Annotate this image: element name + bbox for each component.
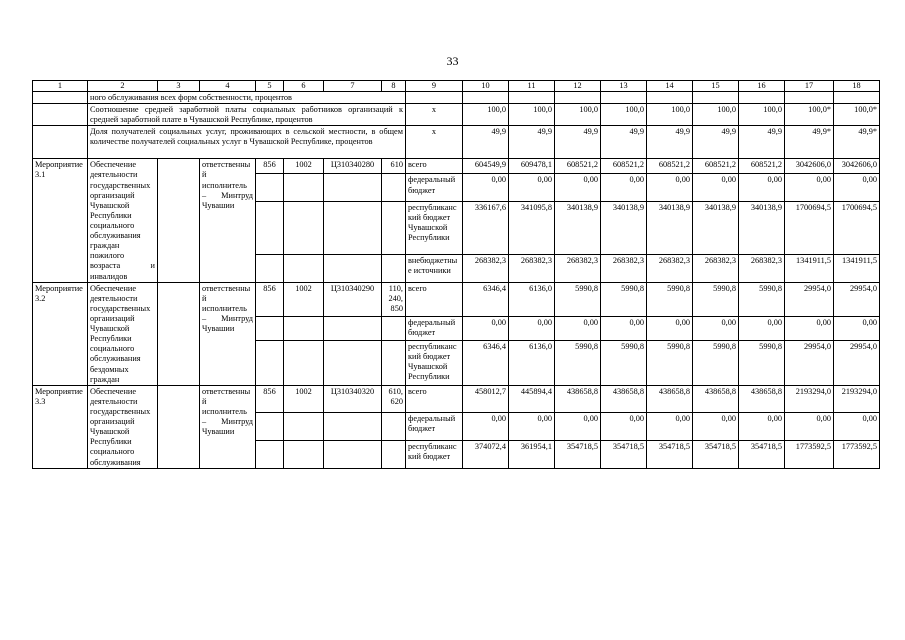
blank-cell [324, 317, 382, 341]
funding-value: 608521,2 [601, 159, 647, 174]
indicator-value [834, 92, 880, 104]
blank-cell [324, 202, 382, 255]
funding-source: всего [406, 159, 463, 174]
blank-cell [256, 317, 284, 341]
funding-value: 0,00 [509, 317, 555, 341]
funding-value: 438658,8 [555, 385, 601, 413]
target-article-code: Ц310340320 [324, 385, 382, 413]
funding-value: 336167,6 [463, 202, 509, 255]
column-number: 1 [33, 81, 88, 92]
funding-value: 0,00 [555, 413, 601, 441]
indicator-value [463, 92, 509, 104]
funding-value: 2193294,0 [834, 385, 880, 413]
column-number: 7 [324, 81, 382, 92]
funding-value: 268382,3 [509, 254, 555, 282]
funding-value: 5990,8 [693, 340, 739, 385]
measure-label: Мероприятие 3.2 [33, 282, 88, 385]
grbs-code: 856 [256, 159, 284, 174]
funding-value: 2193294,0 [785, 385, 834, 413]
blank-cell [324, 340, 382, 385]
funding-value: 0,00 [463, 174, 509, 202]
measure-label: Мероприятие 3.1 [33, 159, 88, 282]
indicator-value: 49,9 [463, 126, 509, 159]
funding-source: республиканский бюджет Чувашской Республики [406, 340, 463, 385]
funding-source: всего [406, 385, 463, 413]
funding-value: 608521,2 [693, 159, 739, 174]
funding-value: 0,00 [555, 317, 601, 341]
funding-value: 0,00 [509, 174, 555, 202]
blank-cell [324, 413, 382, 441]
funding-row [33, 159, 880, 174]
indicator-value: 49,9 [647, 126, 693, 159]
blank-cell [382, 254, 406, 282]
funding-value: 438658,8 [693, 385, 739, 413]
blank-cell [284, 254, 324, 282]
indicator-value: 100,0 [509, 104, 555, 126]
indicator-text: Доля получателей социальных услуг, проживающих в сельской местности, в общем количестве получателей социальных услуг в Чувашской Республике, процентов [88, 126, 406, 159]
funding-value: 604549,9 [463, 159, 509, 174]
funding-value: 268382,3 [739, 254, 785, 282]
funding-value: 0,00 [693, 413, 739, 441]
funding-value: 5990,8 [555, 282, 601, 316]
indicator-value [647, 92, 693, 104]
indicator-value: 100,0 [555, 104, 601, 126]
funding-value: 0,00 [785, 174, 834, 202]
funding-value: 609478,1 [509, 159, 555, 174]
indicator-value: 49,9* [834, 126, 880, 159]
column-number: 14 [647, 81, 693, 92]
blank-cell [256, 254, 284, 282]
column-number: 18 [834, 81, 880, 92]
indicator-unit: x [406, 126, 463, 159]
blank-cell [382, 174, 406, 202]
indicator-value: 100,0* [834, 104, 880, 126]
blank-cell [256, 413, 284, 441]
column-number: 9 [406, 81, 463, 92]
expense-type-code: 610 [382, 159, 406, 174]
blank-cell [284, 202, 324, 255]
funding-value: 5990,8 [739, 340, 785, 385]
expense-type-code: 610, 620 [382, 385, 406, 413]
funding-value: 0,00 [601, 174, 647, 202]
section-code: 1002 [284, 159, 324, 174]
funding-value: 5990,8 [555, 340, 601, 385]
funding-value: 0,00 [693, 174, 739, 202]
funding-value: 268382,3 [693, 254, 739, 282]
funding-row [33, 385, 880, 413]
funding-value: 0,00 [647, 317, 693, 341]
funding-value: 268382,3 [647, 254, 693, 282]
expense-type-code: 110, 240, 850 [382, 282, 406, 316]
funding-value: 0,00 [834, 317, 880, 341]
indicator-row [33, 92, 880, 104]
funding-value: 458012,7 [463, 385, 509, 413]
measure-label: Мероприятие 3.3 [33, 385, 88, 468]
funding-source: внебюджетные источники [406, 254, 463, 282]
indicator-value: 100,0* [785, 104, 834, 126]
blank-cell [382, 440, 406, 468]
indicator-row [33, 126, 880, 159]
blank-cell [284, 340, 324, 385]
blank-cell [33, 92, 88, 104]
target-article-code: Ц310340290 [324, 282, 382, 316]
column-number: 8 [382, 81, 406, 92]
funding-value: 0,00 [463, 317, 509, 341]
funding-value: 1700694,5 [785, 202, 834, 255]
budget-table [32, 80, 880, 469]
indicator-value [739, 92, 785, 104]
blank-cell [158, 282, 200, 385]
blank-cell [158, 385, 200, 468]
funding-value: 0,00 [739, 317, 785, 341]
funding-value: 0,00 [739, 174, 785, 202]
funding-value: 3042606,0 [785, 159, 834, 174]
blank-cell [382, 202, 406, 255]
funding-value: 354718,5 [693, 440, 739, 468]
blank-cell [256, 174, 284, 202]
funding-value: 340138,9 [693, 202, 739, 255]
column-number-row [33, 81, 880, 92]
funding-value: 0,00 [601, 413, 647, 441]
funding-value: 29954,0 [785, 340, 834, 385]
indicator-value [693, 92, 739, 104]
column-number: 11 [509, 81, 555, 92]
blank-cell [158, 159, 200, 282]
indicator-value: 100,0 [739, 104, 785, 126]
blank-cell [256, 340, 284, 385]
column-number: 15 [693, 81, 739, 92]
indicator-value: 49,9* [785, 126, 834, 159]
measure-name: Обеспечение деятельности государственных организаций Чувашской Республики социального обслуживания граждан пожилого возраста и инвалидов [88, 159, 158, 282]
blank-cell [33, 104, 88, 126]
blank-cell [382, 413, 406, 441]
funding-value: 268382,3 [555, 254, 601, 282]
measure-executor: ответственный исполнитель – Минтруд Чувашии [200, 282, 256, 385]
indicator-value: 49,9 [693, 126, 739, 159]
funding-value: 354718,5 [647, 440, 693, 468]
funding-value: 0,00 [739, 413, 785, 441]
funding-value: 0,00 [601, 317, 647, 341]
column-number: 17 [785, 81, 834, 92]
grbs-code: 856 [256, 385, 284, 413]
column-number: 5 [256, 81, 284, 92]
funding-value: 608521,2 [647, 159, 693, 174]
funding-value: 445894,4 [509, 385, 555, 413]
indicator-value: 49,9 [739, 126, 785, 159]
funding-value: 6136,0 [509, 282, 555, 316]
funding-value: 268382,3 [463, 254, 509, 282]
column-number: 6 [284, 81, 324, 92]
funding-value: 1341911,5 [785, 254, 834, 282]
indicator-value: 100,0 [647, 104, 693, 126]
indicator-text: Соотношение средней заработной платы социальных работников организаций к средней заработной плате в Чувашской Республике, процентов [88, 104, 406, 126]
indicator-value [601, 92, 647, 104]
funding-source: всего [406, 282, 463, 316]
blank-cell [382, 317, 406, 341]
blank-cell [324, 174, 382, 202]
funding-value: 0,00 [834, 174, 880, 202]
blank-cell [324, 254, 382, 282]
funding-value: 1773592,5 [785, 440, 834, 468]
funding-value: 608521,2 [555, 159, 601, 174]
funding-source: федеральный бюджет [406, 174, 463, 202]
funding-value: 5990,8 [647, 282, 693, 316]
measure-name: Обеспечение деятельности государственных организаций Чувашской Республики социального обслуживания [88, 385, 158, 468]
funding-source: республиканский бюджет Чувашской Республики [406, 202, 463, 255]
indicator-value: 49,9 [601, 126, 647, 159]
funding-source: республиканский бюджет [406, 440, 463, 468]
column-number: 13 [601, 81, 647, 92]
indicator-value [785, 92, 834, 104]
blank-cell [256, 440, 284, 468]
funding-value: 1341911,5 [834, 254, 880, 282]
indicator-row [33, 104, 880, 126]
funding-value: 608521,2 [739, 159, 785, 174]
column-number: 10 [463, 81, 509, 92]
indicator-value [555, 92, 601, 104]
funding-value: 6136,0 [509, 340, 555, 385]
funding-value: 340138,9 [739, 202, 785, 255]
indicator-value: 49,9 [555, 126, 601, 159]
column-number: 2 [88, 81, 158, 92]
column-number: 3 [158, 81, 200, 92]
funding-value: 1773592,5 [834, 440, 880, 468]
funding-value: 0,00 [555, 174, 601, 202]
indicator-text: ного обслуживания всех форм собственности, процентов [88, 92, 406, 104]
funding-value: 1700694,5 [834, 202, 880, 255]
indicator-unit: x [406, 104, 463, 126]
funding-value: 5990,8 [693, 282, 739, 316]
funding-value: 5990,8 [601, 340, 647, 385]
funding-value: 268382,3 [601, 254, 647, 282]
funding-value: 0,00 [785, 413, 834, 441]
funding-value: 354718,5 [601, 440, 647, 468]
indicator-value: 49,9 [509, 126, 555, 159]
blank-cell [284, 174, 324, 202]
funding-value: 6346,4 [463, 282, 509, 316]
blank-cell [382, 340, 406, 385]
funding-value: 438658,8 [739, 385, 785, 413]
funding-value: 5990,8 [739, 282, 785, 316]
funding-value: 5990,8 [647, 340, 693, 385]
blank-cell [256, 202, 284, 255]
blank-cell [33, 126, 88, 159]
funding-value: 29954,0 [834, 282, 880, 316]
funding-value: 361954,1 [509, 440, 555, 468]
funding-value: 340138,9 [555, 202, 601, 255]
funding-value: 0,00 [647, 413, 693, 441]
funding-value: 0,00 [693, 317, 739, 341]
funding-value: 0,00 [647, 174, 693, 202]
grbs-code: 856 [256, 282, 284, 316]
funding-value: 6346,4 [463, 340, 509, 385]
funding-value: 354718,5 [739, 440, 785, 468]
indicator-value: 100,0 [693, 104, 739, 126]
column-number: 12 [555, 81, 601, 92]
measure-executor: ответственный исполнитель – Минтруд Чувашии [200, 159, 256, 282]
funding-value: 374072,4 [463, 440, 509, 468]
funding-value: 340138,9 [601, 202, 647, 255]
blank-cell [284, 413, 324, 441]
indicator-unit [406, 92, 463, 104]
funding-value: 438658,8 [601, 385, 647, 413]
blank-cell [324, 440, 382, 468]
funding-value: 438658,8 [647, 385, 693, 413]
funding-value: 3042606,0 [834, 159, 880, 174]
funding-source: федеральный бюджет [406, 317, 463, 341]
funding-value: 29954,0 [834, 340, 880, 385]
page-number: 33 [446, 54, 459, 68]
funding-value: 340138,9 [647, 202, 693, 255]
section-code: 1002 [284, 385, 324, 413]
measure-executor: ответственный исполнитель – Минтруд Чувашии [200, 385, 256, 468]
funding-row [33, 282, 880, 316]
indicator-value [509, 92, 555, 104]
section-code: 1002 [284, 282, 324, 316]
measure-name: Обеспечение деятельности государственных организаций Чувашской Республики социального обслуживания бездомных граждан [88, 282, 158, 385]
column-number: 16 [739, 81, 785, 92]
funding-value: 29954,0 [785, 282, 834, 316]
blank-cell [284, 440, 324, 468]
indicator-value: 100,0 [601, 104, 647, 126]
indicator-value: 100,0 [463, 104, 509, 126]
funding-value: 0,00 [785, 317, 834, 341]
blank-cell [284, 317, 324, 341]
target-article-code: Ц310340280 [324, 159, 382, 174]
funding-value: 0,00 [463, 413, 509, 441]
funding-value: 0,00 [834, 413, 880, 441]
funding-source: федеральный бюджет [406, 413, 463, 441]
funding-value: 5990,8 [601, 282, 647, 316]
column-number: 4 [200, 81, 256, 92]
funding-value: 0,00 [509, 413, 555, 441]
funding-value: 341095,8 [509, 202, 555, 255]
funding-value: 354718,5 [555, 440, 601, 468]
